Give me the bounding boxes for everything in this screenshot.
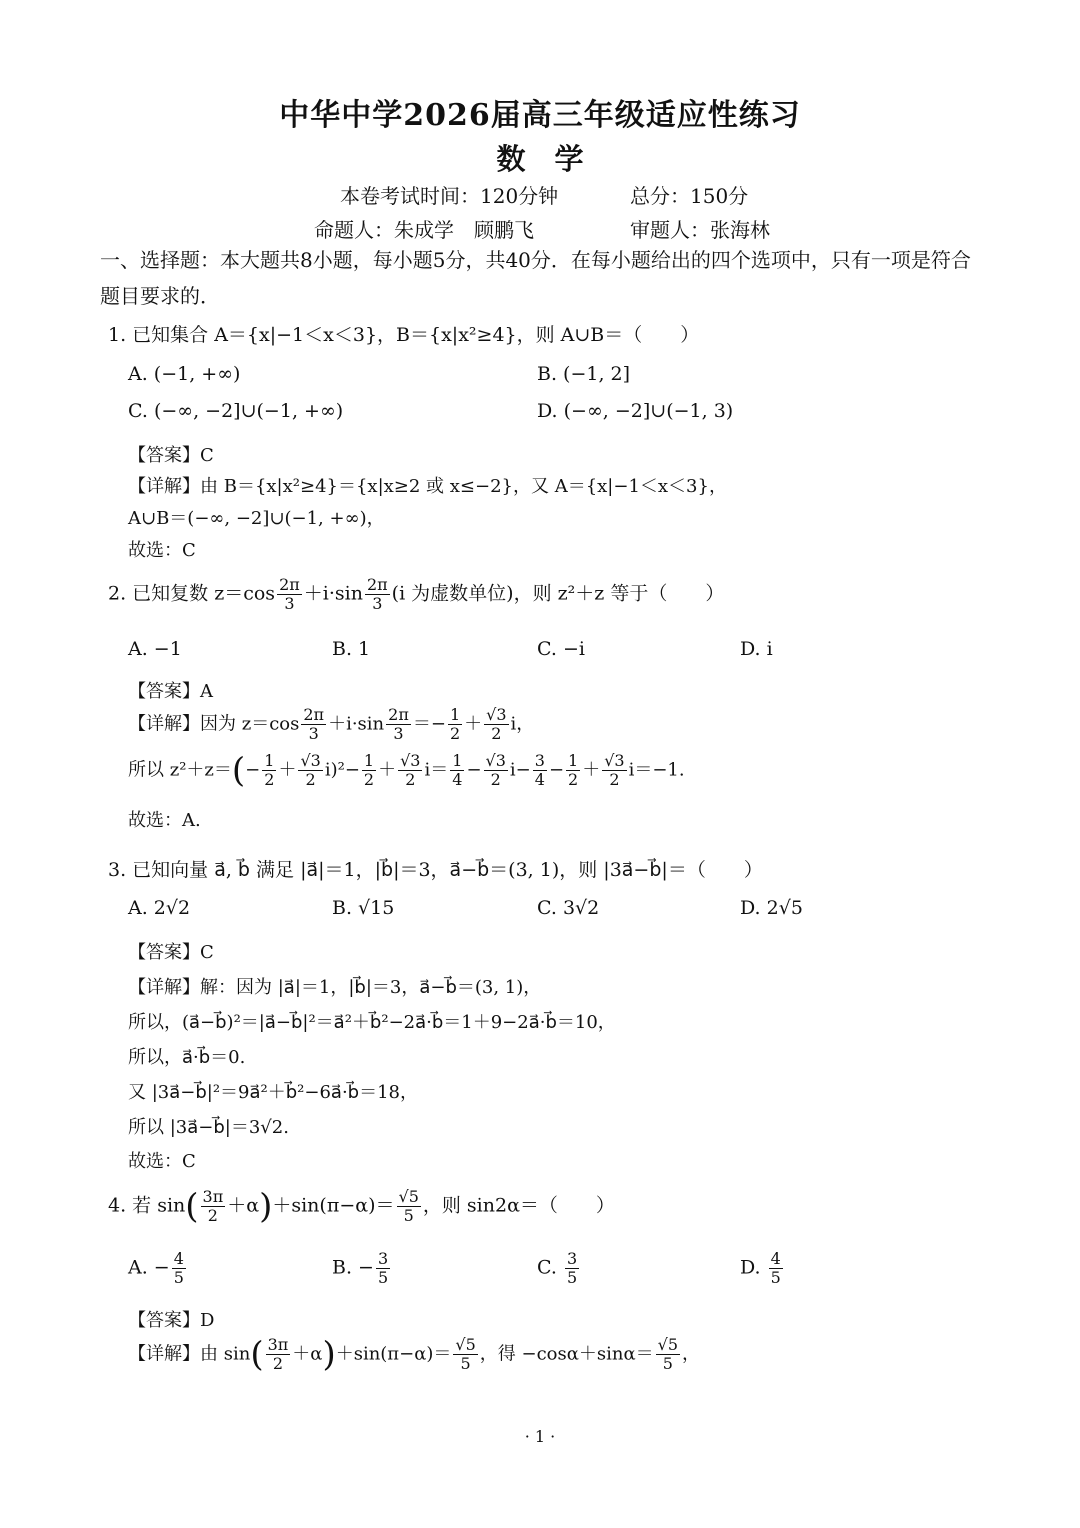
q1-detail-line1: 【详解】由 B＝{x|x²≥4}＝{x|x≥2 或 x≤−2}，又 A＝{x|−1＜x＜3}，	[128, 476, 727, 497]
q2-option-b: B. 1	[332, 638, 371, 660]
q1-option-c: C. (−∞, −2]∪(−1, +∞)	[128, 400, 344, 422]
authors: 命题人：朱成学 顾鹏飞	[314, 218, 534, 242]
subject-title: 数 学	[496, 142, 584, 176]
q2-detail-line2: 所以 z²＋z＝(− $\frac{1}{2}$ ＋ $\frac{√3}{2}$ i)²− $\frac{1}{2}$ ＋ $\frac{√3}{2}$ i＝ $\frac{1}{4}$ − $\frac{√3}{2}$ i− $\frac{3}{4}$ − $\frac{1}{2}$ ＋ $\frac{√3}{2}$ i＝−1.	[128, 750, 685, 791]
section-heading: 一、选择题：本大题共8小题，每小题5分，共40分．在每小题给出的四个选项中，只有一项是符合题目要求的．	[100, 248, 971, 308]
q4-stem: 4. 若 sin( $\frac{3\pi}{2}$ ＋α)＋sin(π−α)＝ $\frac{√5}{5}$ ，则 sin2α＝（ ）	[108, 1186, 615, 1227]
q3-detail-line4: 又 |3a⃗−b⃗|²＝9a⃗²＋b⃗²−6a⃗·b⃗＝18，	[128, 1082, 419, 1103]
q3-answer: 【答案】C	[128, 942, 214, 963]
q1-option-b: B. (−1, 2]	[537, 363, 631, 385]
q3-detail-line1: 【详解】解：因为 |a⃗|＝1，|b⃗|＝3，a⃗−b⃗＝(3, 1)，	[128, 977, 542, 998]
q1-detail-line3: 故选：C	[128, 540, 196, 561]
q4-option-a: A. − $\frac{4}{5}$	[128, 1249, 184, 1287]
q2-detail-line3: 故选：A.	[128, 810, 201, 831]
q2-detail-line1: 【详解】因为 z＝cos $\frac{2\pi}{3}$ ＋i·sin $\frac{2\pi}{3}$ ＝− $\frac{1}{2}$ ＋ $\frac{√3}{2}$ i，	[128, 705, 535, 743]
q2-option-d: D. i	[740, 638, 773, 660]
q2-answer: 【答案】A	[128, 681, 213, 702]
q2-stem: 2. 已知复数 z＝cos $\frac{2\pi}{3}$ ＋i·sin $\frac{2\pi}{3}$ (i 为虚数单位)，则 z²＋z 等于（ ）	[108, 575, 725, 613]
q1-detail-line2: A∪B＝(−∞, −2]∪(−1, +∞)，	[128, 508, 385, 529]
q4-answer: 【答案】D	[128, 1310, 215, 1331]
q1-option-d: D. (−∞, −2]∪(−1, 3)	[537, 400, 734, 422]
q1-stem: 1. 已知集合 A＝{x|−1＜x＜3}，B＝{x|x²≥4}，则 A∪B＝（ ）	[108, 324, 700, 346]
q3-option-a: A. 2√2	[128, 897, 191, 919]
q3-stem: 3. 已知向量 a⃗, b⃗ 满足 |a⃗|＝1，|b⃗|＝3，a⃗−b⃗＝(3, 1)，则 |3a⃗−b⃗|＝（ ）	[108, 859, 763, 881]
q3-detail-line2: 所以，(a⃗−b⃗)²＝|a⃗−b⃗|²＝a⃗²＋b⃗²−2a⃗·b⃗＝1＋9−2a⃗·b⃗＝10，	[128, 1012, 616, 1033]
q1-option-a: A. (−1, +∞)	[128, 363, 241, 385]
q2-fraction-2pi-3b: $\frac{2\pi}{3}$	[366, 575, 388, 613]
q4-option-b: B. − $\frac{3}{5}$	[332, 1249, 389, 1287]
reviewer: 审题人：张海林	[630, 218, 770, 242]
q4-detail-line1: 【详解】由 sin( $\frac{3\pi}{2}$ ＋α)＋sin(π−α)＝ $\frac{√5}{5}$ ，得 −cosα＋sinα＝ $\frac{√5}{5}$ ，	[128, 1334, 701, 1375]
q3-detail-line5: 所以 |3a⃗−b⃗|＝3√2.	[128, 1117, 289, 1138]
q2-option-a: A. −1	[128, 638, 182, 660]
q3-option-b: B. √15	[332, 897, 395, 919]
exam-time: 本卷考试时间：120分钟	[340, 184, 559, 208]
q3-detail-line6: 故选：C	[128, 1151, 196, 1172]
total-score: 总分：150分	[630, 184, 749, 208]
q2-fraction-2pi-3: $\frac{2\pi}{3}$	[279, 575, 300, 613]
q1-answer: 【答案】C	[128, 445, 214, 466]
q3-detail-line3: 所以，a⃗·b⃗＝0.	[128, 1047, 246, 1068]
q3-option-d: D. 2√5	[740, 897, 803, 919]
q3-option-c: C. 3√2	[537, 897, 600, 919]
q4-option-d: D. $\frac{4}{5}$	[740, 1249, 781, 1287]
q2-option-c: C. −i	[537, 638, 585, 660]
exam-title: 中华中学2026届高三年级适应性练习	[279, 98, 801, 133]
page-number: · 1 ·	[524, 1427, 556, 1446]
q4-option-c: C. $\frac{3}{5}$	[537, 1249, 578, 1287]
